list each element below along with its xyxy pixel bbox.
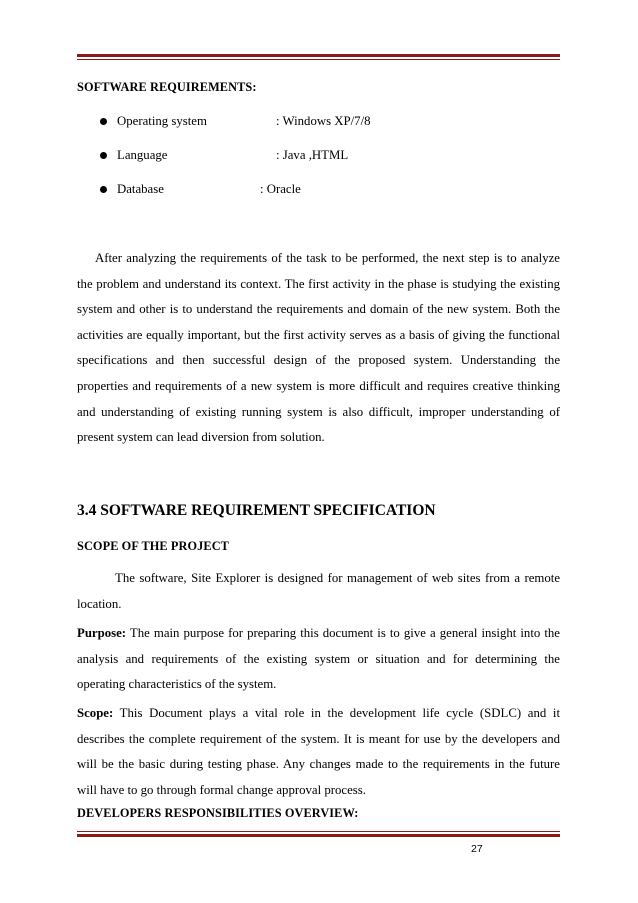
bullet-icon	[100, 118, 107, 125]
requirement-value: : Java ,HTML	[276, 148, 349, 162]
purpose-paragraph	[77, 621, 560, 698]
purpose-label: Purpose:	[77, 626, 127, 640]
analysis-paragraph: After analyzing the requirements of the task to be performed, the next step is to analyze the problem and understand its context. The first activity in the phase is studying the existing system and other is to understand the requirements and domain of the new system. Both the activities are equally important, but the first activity serves as a basis of giving the functional specifications and then successful design of the proposed system. Understanding the properties and requirements of a new system is more difficult and requires creative thinking and understanding of existing running system is also difficult, improper understanding of present system can lead diversion from solution.	[77, 251, 560, 445]
scope-of-project-heading: SCOPE OF THE PROJECT	[77, 539, 229, 553]
footer-rule	[77, 831, 560, 837]
purpose-text: The main purpose for preparing this document is to give a general insight into the analysis and requirements of the existing system or situation and for determining the operating characteristics of the system.	[77, 626, 560, 692]
scope-detail-text: This Document plays a vital role in the development life cycle (SDLC) and it describes the complete requirement of the system. It is meant for use by the developers and will be the basic during testing phase. Any changes made to the requirements in the future will have to go through formal change approval process.	[77, 706, 560, 797]
requirement-label: Operating system	[117, 114, 207, 128]
requirement-label: Language	[117, 148, 168, 162]
scope-label: Scope:	[77, 706, 114, 720]
software-requirements-heading: SOFTWARE REQUIREMENTS:	[77, 80, 257, 94]
requirement-label: Database	[117, 182, 164, 196]
requirement-value: : Oracle	[260, 182, 301, 196]
header-rule	[77, 54, 560, 60]
bullet-icon	[100, 152, 107, 159]
requirement-value: : Windows XP/7/8	[276, 114, 371, 128]
scope-paragraph: The software, Site Explorer is designed for management of web sites from a remote location.	[77, 571, 560, 611]
bullet-icon	[100, 186, 107, 193]
developers-responsibilities-heading: DEVELOPERS RESPONSIBILITIES OVERVIEW:	[77, 806, 359, 820]
scope-detail-paragraph	[77, 701, 560, 803]
page-number: 27	[471, 843, 483, 855]
section-title: 3.4 SOFTWARE REQUIREMENT SPECIFICATION	[77, 502, 436, 519]
